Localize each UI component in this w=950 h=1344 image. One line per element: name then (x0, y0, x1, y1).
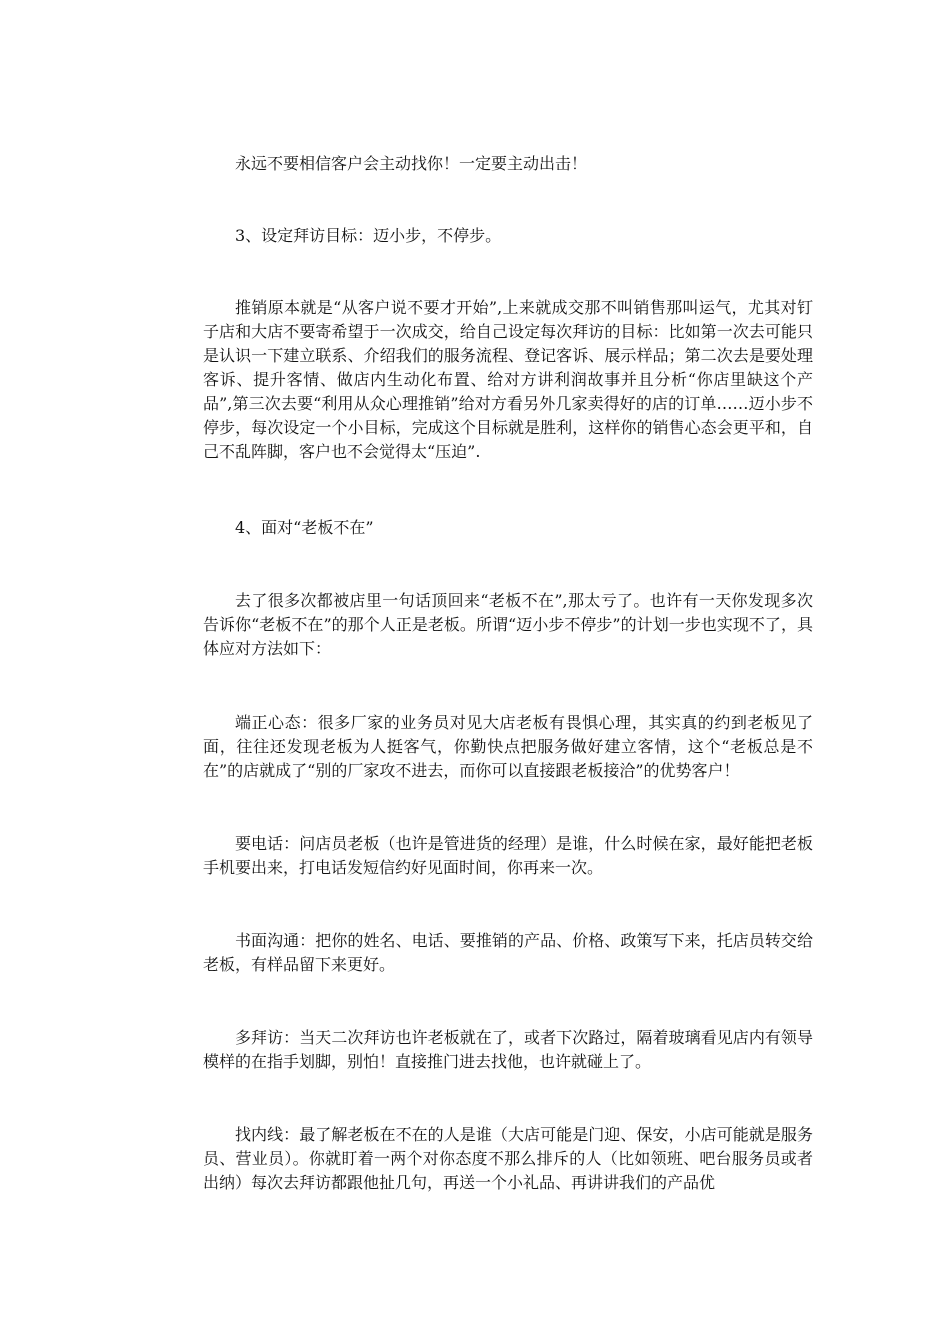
paragraph-written-communication: 书面沟通：把你的姓名、电话、要推销的产品、价格、政策写下来，托店员转交给老板，有样品留下来更好。 (203, 931, 813, 974)
paragraph-visit-more: 多拜访：当天二次拜访也许老板就在了，或者下次路过，隔着玻璃看见店内有领导模样的在指手划脚，别怕！直接推门进去找他，也许就碰上了。 (203, 1028, 813, 1071)
paragraph-visit-goal: 推销原本就是“从客户说不要才开始”,上来就成交那不叫销售那叫运气，尤其对钉子店和大店不要寄希望于一次成交，给自己设定每次拜访的目标：比如第一次去可能只是认识一下建立联系、介绍我们的服务流程、登记客诉、展示样品；第二次去是要处理客诉、提升客情、做店内生动化布置、给对方讲利润故事并且分析“你店里缺这个产品”,第三次去要“利用从众心理推销”给对方看另外几家卖得好的店的订单……迈小步不停步，每次设定一个小目标，完成这个目标就是胜利，这样你的销售心态会更平和，自己不乱阵脚，客户也不会觉得太“压迫”. (203, 298, 813, 461)
heading-visit-goal: 3、设定拜访目标：迈小步，不停步。 (235, 226, 502, 245)
paragraph-right-mindset: 端正心态：很多厂家的业务员对见大店老板有畏惧心理，其实真的约到老板见了面，往往还发现老板为人挺客气，你勤快点把服务做好建立客情，这个“老板总是不在”的店就成了“别的厂家攻不进去，而你可以直接跟老板接洽”的优势客户！ (203, 713, 813, 780)
paragraph-boss-absent: 去了很多次都被店里一句话顶回来“老板不在”,那太亏了。也许有一天你发现多次告诉你“老板不在”的那个人正是老板。所谓“迈小步不停步”的计划一步也实现不了，具体应对方法如下： (203, 591, 813, 658)
heading-boss-absent: 4、面对“老板不在” (235, 518, 374, 537)
paragraph-find-insider: 找内线：最了解老板在不在的人是谁（大店可能是门迎、保安，小店可能就是服务员、营业员）。你就盯着一两个对你态度不那么排斥的人（比如领班、吧台服务员或者出纳）每次去拜访都跟他扯几句，再送一个小礼品、再讲讲我们的产品优 (203, 1125, 813, 1192)
paragraph-initiative: 永远不要相信客户会主动找你！一定要主动出击！ (235, 154, 588, 173)
paragraph-get-phone: 要电话：问店员老板（也许是管进货的经理）是谁，什么时候在家，最好能把老板手机要出来，打电话发短信约好见面时间，你再来一次。 (203, 834, 813, 877)
